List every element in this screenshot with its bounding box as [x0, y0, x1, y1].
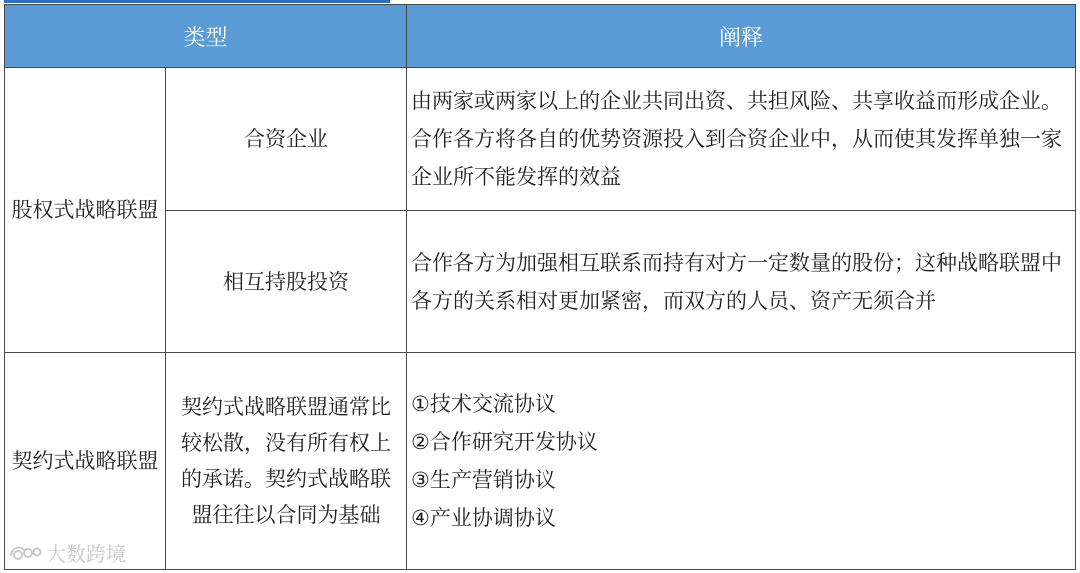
- category-equity-alliance: 股权式战略联盟: [5, 68, 166, 353]
- top-accent-rule: [4, 0, 390, 3]
- brand-logo-icon: [8, 542, 42, 564]
- category-contractual-alliance: 契约式战略联盟: [5, 353, 166, 570]
- contractual-protocols-cell: [407, 353, 1076, 570]
- strategic-alliance-table: [4, 4, 1076, 570]
- watermark: [8, 538, 126, 567]
- subtype-cross-shareholding: 相互持股投资: [166, 211, 407, 353]
- watermark-text: 大数跨境: [46, 542, 126, 566]
- table-row: [5, 68, 1076, 211]
- protocol-item-industry-coordination: ④产业协调协议: [411, 506, 556, 530]
- protocol-list: [411, 385, 1075, 537]
- header-explanation: 阐释: [407, 5, 1076, 68]
- explanation-joint-venture: 由两家或两家以上的企业共同出资、共担风险、共享收益而形成企业。合作各方将各自的优势资源投入到合资企业中，从而使其发挥单独一家企业所不能发挥的效益: [407, 68, 1076, 211]
- table-header-row: [5, 5, 1076, 68]
- contractual-alliance-note: 契约式战略联盟通常比较松散，没有所有权上的承诺。契约式战略联盟往往以合同为基础: [166, 353, 407, 570]
- table-row: [5, 353, 1076, 570]
- protocol-item-production-marketing: ③生产营销协议: [411, 468, 556, 492]
- subtype-joint-venture: 合资企业: [166, 68, 407, 211]
- header-type: 类型: [5, 5, 407, 68]
- table-row: [5, 211, 1076, 353]
- protocol-item-technology-exchange: ①技术交流协议: [411, 392, 556, 416]
- explanation-cross-shareholding: 合作各方为加强相互联系而持有对方一定数量的股份；这种战略联盟中各方的关系相对更加紧密，而双方的人员、资产无须合并: [407, 211, 1076, 353]
- protocol-item-joint-rnd: ②合作研究开发协议: [411, 430, 598, 454]
